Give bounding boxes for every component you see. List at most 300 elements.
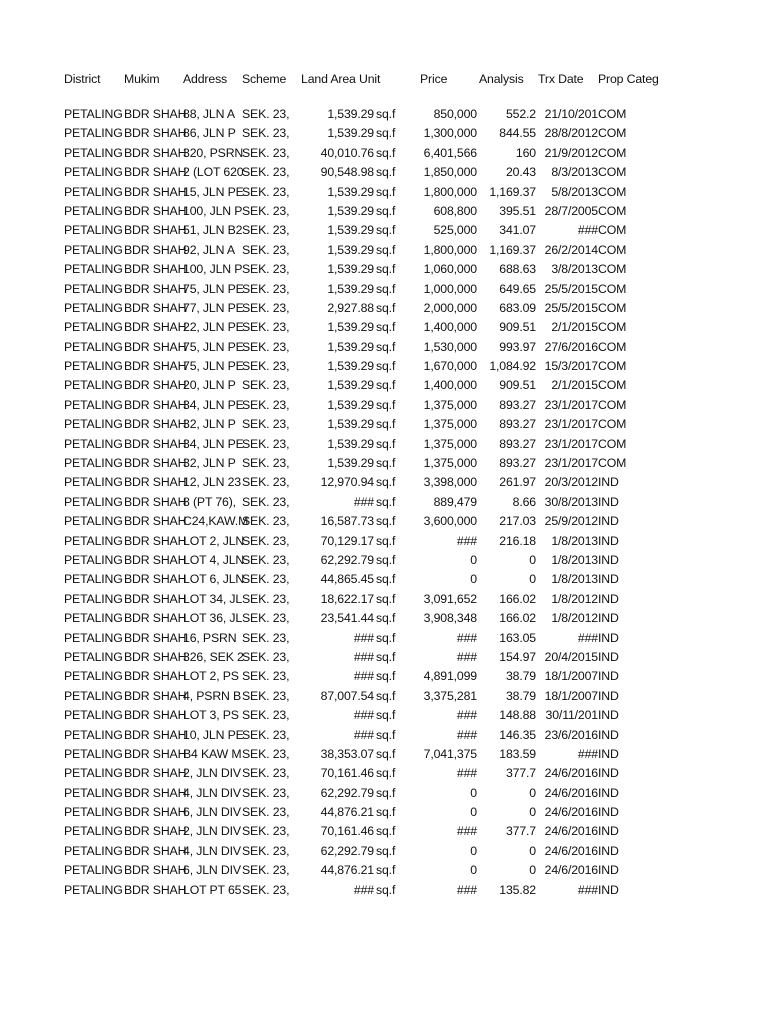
cell-trx-date: 24/6/2016 xyxy=(544,863,598,878)
cell-mukim: BDR SHAH xyxy=(124,572,187,587)
cell-address: 2, JLN DIV xyxy=(183,766,241,781)
cell-land-area: 2,927.88 xyxy=(327,300,374,315)
table-row xyxy=(64,435,658,454)
cell-mukim: BDR SHAH xyxy=(124,320,187,335)
cell-address: 32, JLN P xyxy=(183,456,236,471)
cell-prop-category: COM xyxy=(598,397,627,412)
cell-analysis: 649.65 xyxy=(499,281,536,296)
table-row xyxy=(64,726,658,745)
table-row xyxy=(64,241,658,260)
header-row xyxy=(64,70,658,89)
cell-scheme: SEK. 23, xyxy=(242,824,290,839)
cell-address: 20, JLN P xyxy=(183,378,236,393)
cell-price: 1,060,000 xyxy=(423,262,477,277)
cell-unit: sq.f xyxy=(376,494,396,509)
cell-district: PETALING xyxy=(64,475,123,490)
cell-address: 2 (LOT 620 xyxy=(183,165,244,180)
cell-address: 100, JLN P xyxy=(183,262,243,277)
cell-prop-category: IND xyxy=(598,746,619,761)
cell-trx-date: 3/8/2013 xyxy=(551,262,598,277)
cell-scheme: SEK. 23, xyxy=(242,669,290,684)
cell-price: 889,479 xyxy=(433,494,477,509)
cell-unit: sq.f xyxy=(376,203,396,218)
cell-prop-category: COM xyxy=(598,281,627,296)
cell-land-area: ### xyxy=(353,630,374,645)
cell-price: 1,400,000 xyxy=(423,320,477,335)
table-row xyxy=(64,590,658,609)
cell-mukim: BDR SHAH xyxy=(124,611,187,626)
cell-analysis: 166.02 xyxy=(499,611,536,626)
cell-scheme: SEK. 23, xyxy=(242,843,290,858)
cell-scheme: SEK. 23, xyxy=(242,417,290,432)
cell-unit: sq.f xyxy=(376,533,396,548)
table-row xyxy=(64,163,658,182)
cell-address: 34, JLN PE xyxy=(183,397,244,412)
table-row xyxy=(64,822,658,841)
cell-land-area: 62,292.79 xyxy=(320,785,374,800)
cell-analysis: 160 xyxy=(515,145,536,160)
cell-trx-date: 1/8/2012 xyxy=(551,611,598,626)
cell-unit: sq.f xyxy=(376,514,396,529)
cell-mukim: BDR SHAH xyxy=(124,591,187,606)
header-mukim: Mukim xyxy=(124,72,160,86)
cell-price: 1,850,000 xyxy=(423,165,477,180)
cell-land-area: 1,539.29 xyxy=(327,262,374,277)
table-row xyxy=(64,842,658,861)
cell-price: 3,091,652 xyxy=(423,591,477,606)
cell-scheme: SEK. 23, xyxy=(242,281,290,296)
cell-trx-date: 23/1/2017 xyxy=(544,436,598,451)
cell-trx-date: 1/8/2013 xyxy=(551,533,598,548)
cell-prop-category: IND xyxy=(598,649,619,664)
cell-unit: sq.f xyxy=(376,359,396,374)
cell-prop-category: COM xyxy=(598,456,627,471)
cell-mukim: BDR SHAH xyxy=(124,766,187,781)
cell-prop-category: IND xyxy=(598,805,619,820)
table-row xyxy=(64,338,658,357)
cell-unit: sq.f xyxy=(376,611,396,626)
cell-district: PETALING xyxy=(64,727,123,742)
cell-land-area: 44,865.45 xyxy=(320,572,374,587)
cell-prop-category: COM xyxy=(598,107,627,121)
cell-address: LOT 6, JLN xyxy=(183,572,245,587)
cell-mukim: BDR SHAH xyxy=(124,203,187,218)
cell-land-area: 1,539.29 xyxy=(327,339,374,354)
cell-prop-category: IND xyxy=(598,727,619,742)
cell-unit: sq.f xyxy=(376,378,396,393)
cell-land-area: 38,353.07 xyxy=(320,746,374,761)
cell-trx-date: 15/3/2017 xyxy=(544,359,598,374)
cell-analysis: 0 xyxy=(529,572,536,587)
cell-analysis: 0 xyxy=(529,863,536,878)
cell-trx-date: 21/9/2012 xyxy=(544,145,598,160)
cell-trx-date: 20/4/2015 xyxy=(544,649,598,664)
cell-mukim: BDR SHAH xyxy=(124,145,187,160)
cell-unit: sq.f xyxy=(376,805,396,820)
cell-mukim: BDR SHAH xyxy=(124,300,187,315)
table-row xyxy=(64,667,658,686)
table-row xyxy=(64,493,658,512)
table-row xyxy=(64,784,658,803)
cell-analysis: 0 xyxy=(529,805,536,820)
cell-prop-category: COM xyxy=(598,320,627,335)
cell-price: 608,800 xyxy=(433,203,477,218)
cell-land-area: 16,587.73 xyxy=(320,514,374,529)
header-district: District xyxy=(64,72,101,86)
cell-price: 1,530,000 xyxy=(423,339,477,354)
cell-price: 0 xyxy=(470,552,477,567)
cell-trx-date: 2/1/2015 xyxy=(551,320,598,335)
cell-scheme: SEK. 23, xyxy=(242,863,290,878)
cell-mukim: BDR SHAH xyxy=(124,669,187,684)
cell-land-area: ### xyxy=(353,708,374,723)
cell-mukim: BDR SHAH xyxy=(124,552,187,567)
cell-address: 86, JLN P xyxy=(183,126,236,141)
cell-analysis: 909.51 xyxy=(499,320,536,335)
cell-district: PETALING xyxy=(64,320,123,335)
table-row xyxy=(64,648,658,667)
cell-mukim: BDR SHAH xyxy=(124,378,187,393)
cell-mukim: BDR SHAH xyxy=(124,514,187,529)
cell-price: 525,000 xyxy=(433,223,477,238)
cell-district: PETALING xyxy=(64,514,123,529)
table-row xyxy=(64,570,658,589)
cell-land-area: 70,161.46 xyxy=(320,766,374,781)
cell-price: ### xyxy=(456,766,477,781)
cell-land-area: 62,292.79 xyxy=(320,552,374,567)
table-row xyxy=(64,260,658,279)
table-row xyxy=(64,861,658,880)
cell-land-area: 1,539.29 xyxy=(327,397,374,412)
cell-address: 10, JLN PE xyxy=(183,727,244,742)
cell-scheme: SEK. 23, xyxy=(242,630,290,645)
cell-analysis: 0 xyxy=(529,552,536,567)
header-address: Address xyxy=(183,72,228,86)
cell-prop-category: COM xyxy=(598,242,627,257)
cell-scheme: SEK. 23, xyxy=(242,203,290,218)
cell-price: 0 xyxy=(470,863,477,878)
cell-scheme: SEK. 23, xyxy=(242,475,290,490)
cell-district: PETALING xyxy=(64,300,123,315)
cell-district: PETALING xyxy=(64,611,123,626)
cell-scheme: SEK. 23, xyxy=(242,572,290,587)
cell-analysis: 261.97 xyxy=(499,475,536,490)
cell-address: 326, SEK 2 xyxy=(183,649,244,664)
cell-district: PETALING xyxy=(64,397,123,412)
cell-district: PETALING xyxy=(64,436,123,451)
cell-district: PETALING xyxy=(64,863,123,878)
cell-address: 4, JLN DIV xyxy=(183,785,241,800)
table-row xyxy=(64,706,658,725)
table-row xyxy=(64,221,658,240)
cell-analysis: 20.43 xyxy=(505,165,536,180)
cell-unit: sq.f xyxy=(376,300,396,315)
cell-scheme: SEK. 23, xyxy=(242,378,290,393)
cell-district: PETALING xyxy=(64,766,123,781)
cell-analysis: 909.51 xyxy=(499,378,536,393)
cell-address: 51, JLN B2 xyxy=(183,223,243,238)
table-row xyxy=(64,512,658,531)
cell-trx-date: 24/6/2016 xyxy=(544,766,598,781)
cell-prop-category: COM xyxy=(598,378,627,393)
cell-mukim: BDR SHAH xyxy=(124,359,187,374)
table-row xyxy=(64,532,658,551)
cell-mukim: BDR SHAH xyxy=(124,843,187,858)
cell-unit: sq.f xyxy=(376,766,396,781)
cell-prop-category: COM xyxy=(598,436,627,451)
cell-mukim: BDR SHAH xyxy=(124,456,187,471)
cell-prop-category: IND xyxy=(598,591,619,606)
cell-address: 100, JLN P xyxy=(183,203,243,218)
cell-analysis: 0 xyxy=(529,843,536,858)
cell-analysis: 844.55 xyxy=(499,126,536,141)
cell-address: C24,KAW.M xyxy=(183,514,249,529)
cell-mukim: BDR SHAH xyxy=(124,397,187,412)
cell-trx-date: 2/1/2015 xyxy=(551,378,598,393)
cell-scheme: SEK. 23, xyxy=(242,107,290,121)
cell-mukim: BDR SHAH xyxy=(124,339,187,354)
table-row xyxy=(64,183,658,202)
cell-address: 16, PSRN xyxy=(183,630,237,645)
cell-address: 75, JLN PE xyxy=(183,339,244,354)
cell-price: 1,000,000 xyxy=(423,281,477,296)
cell-address: 320, PSRN xyxy=(183,145,244,160)
cell-mukim: BDR SHAH xyxy=(124,533,187,548)
cell-prop-category: COM xyxy=(598,223,627,238)
cell-trx-date: 1/8/2013 xyxy=(551,552,598,567)
cell-mukim: BDR SHAH xyxy=(124,242,187,257)
cell-address: LOT 2, JLN xyxy=(183,533,245,548)
cell-unit: sq.f xyxy=(376,184,396,199)
cell-price: 1,300,000 xyxy=(423,126,477,141)
cell-unit: sq.f xyxy=(376,708,396,723)
cell-address: 22, JLN PE xyxy=(183,320,244,335)
cell-analysis: 38.79 xyxy=(505,669,536,684)
cell-price: 1,800,000 xyxy=(423,184,477,199)
table-row xyxy=(64,803,658,822)
cell-district: PETALING xyxy=(64,203,123,218)
cell-land-area: 1,539.29 xyxy=(327,378,374,393)
cell-scheme: SEK. 23, xyxy=(242,805,290,820)
cell-analysis: 135.82 xyxy=(499,882,536,897)
cell-analysis: 893.27 xyxy=(499,397,536,412)
cell-scheme: SEK. 23, xyxy=(242,165,290,180)
cell-district: PETALING xyxy=(64,281,123,296)
cell-prop-category: IND xyxy=(598,785,619,800)
cell-unit: sq.f xyxy=(376,552,396,567)
cell-mukim: BDR SHAH xyxy=(124,863,187,878)
cell-mukim: BDR SHAH xyxy=(124,281,187,296)
cell-unit: sq.f xyxy=(376,669,396,684)
spreadsheet xyxy=(64,70,658,900)
cell-land-area: 18,622.17 xyxy=(320,591,374,606)
cell-scheme: SEK. 23, xyxy=(242,223,290,238)
cell-unit: sq.f xyxy=(376,572,396,587)
cell-analysis: 217.03 xyxy=(499,514,536,529)
cell-address: 12, JLN 23 xyxy=(183,475,241,490)
table-row xyxy=(64,396,658,415)
cell-trx-date: ### xyxy=(577,630,598,645)
cell-address: 77, JLN PE xyxy=(183,300,244,315)
cell-analysis: 38.79 xyxy=(505,688,536,703)
cell-land-area: 1,539.29 xyxy=(327,203,374,218)
cell-scheme: SEK. 23, xyxy=(242,242,290,257)
cell-price: ### xyxy=(456,708,477,723)
cell-mukim: BDR SHAH xyxy=(124,746,187,761)
table-row xyxy=(64,318,658,337)
table-row xyxy=(64,105,658,124)
cell-trx-date: ### xyxy=(577,223,598,238)
cell-trx-date: ### xyxy=(577,746,598,761)
cell-unit: sq.f xyxy=(376,746,396,761)
table-row xyxy=(64,280,658,299)
cell-analysis: 1,169.37 xyxy=(489,242,536,257)
cell-land-area: 12,970.94 xyxy=(320,475,374,490)
cell-mukim: BDR SHAH xyxy=(124,223,187,238)
cell-price: 0 xyxy=(470,785,477,800)
cell-scheme: SEK. 23, xyxy=(242,126,290,141)
cell-trx-date: 18/1/2007 xyxy=(544,688,598,703)
cell-unit: sq.f xyxy=(376,320,396,335)
cell-address: 8 (PT 76), xyxy=(183,494,236,509)
cell-trx-date: 24/6/2016 xyxy=(544,824,598,839)
cell-price: 3,908,348 xyxy=(423,611,477,626)
cell-price: 6,401,566 xyxy=(423,145,477,160)
cell-prop-category: COM xyxy=(598,184,627,199)
table-row xyxy=(64,202,658,221)
cell-unit: sq.f xyxy=(376,688,396,703)
cell-address: LOT 3, PS xyxy=(183,708,239,723)
cell-trx-date: 25/9/2012 xyxy=(544,514,598,529)
table-row xyxy=(64,357,658,376)
cell-analysis: 377.7 xyxy=(505,824,536,839)
cell-address: LOT 2, PS xyxy=(183,669,239,684)
table-row xyxy=(64,473,658,492)
cell-prop-category: IND xyxy=(598,882,619,897)
cell-trx-date: ### xyxy=(577,882,598,897)
header-analysis: Analysis xyxy=(479,72,524,86)
cell-address: 75, JLN PE xyxy=(183,281,244,296)
cell-district: PETALING xyxy=(64,223,123,238)
cell-prop-category: IND xyxy=(598,843,619,858)
cell-unit: sq.f xyxy=(376,262,396,277)
cell-district: PETALING xyxy=(64,165,123,180)
cell-price: ### xyxy=(456,882,477,897)
header-scheme: Scheme xyxy=(242,72,287,86)
cell-price: 0 xyxy=(470,805,477,820)
cell-unit: sq.f xyxy=(376,145,396,160)
cell-unit: sq.f xyxy=(376,727,396,742)
cell-address: 2, JLN DIV xyxy=(183,824,241,839)
cell-address: 34, JLN PE xyxy=(183,436,244,451)
cell-land-area: 1,539.29 xyxy=(327,126,374,141)
cell-unit: sq.f xyxy=(376,242,396,257)
cell-scheme: SEK. 23, xyxy=(242,708,290,723)
cell-analysis: 993.97 xyxy=(499,339,536,354)
table-row xyxy=(64,144,658,163)
cell-scheme: SEK. 23, xyxy=(242,359,290,374)
cell-price: 1,800,000 xyxy=(423,242,477,257)
cell-district: PETALING xyxy=(64,785,123,800)
cell-trx-date: 8/3/2013 xyxy=(551,165,598,180)
cell-unit: sq.f xyxy=(376,456,396,471)
cell-unit: sq.f xyxy=(376,281,396,296)
cell-prop-category: IND xyxy=(598,688,619,703)
cell-address: LOT 34, JL xyxy=(183,591,243,606)
table-row xyxy=(64,299,658,318)
cell-unit: sq.f xyxy=(376,107,396,121)
cell-price: 3,600,000 xyxy=(423,514,477,529)
cell-land-area: 1,539.29 xyxy=(327,281,374,296)
cell-price: ### xyxy=(456,630,477,645)
cell-prop-category: IND xyxy=(598,475,619,490)
cell-mukim: BDR SHAH xyxy=(124,262,187,277)
cell-land-area: ### xyxy=(353,727,374,742)
cell-prop-category: IND xyxy=(598,572,619,587)
table-row xyxy=(64,629,658,648)
cell-trx-date: 20/3/2012 xyxy=(544,475,598,490)
cell-scheme: SEK. 23, xyxy=(242,456,290,471)
cell-price: ### xyxy=(456,533,477,548)
cell-district: PETALING xyxy=(64,378,123,393)
cell-address: 4, PSRN B xyxy=(183,688,242,703)
cell-price: 1,400,000 xyxy=(423,378,477,393)
cell-land-area: ### xyxy=(353,882,374,897)
cell-prop-category: IND xyxy=(598,514,619,529)
cell-price: 850,000 xyxy=(433,107,477,121)
cell-prop-category: IND xyxy=(598,552,619,567)
cell-prop-category: IND xyxy=(598,533,619,548)
cell-unit: sq.f xyxy=(376,785,396,800)
cell-address: 6, JLN DIV xyxy=(183,863,241,878)
cell-district: PETALING xyxy=(64,805,123,820)
cell-unit: sq.f xyxy=(376,649,396,664)
cell-analysis: 683.09 xyxy=(499,300,536,315)
cell-price: 1,375,000 xyxy=(423,436,477,451)
cell-land-area: 70,129.17 xyxy=(320,533,374,548)
cell-unit: sq.f xyxy=(376,436,396,451)
cell-mukim: BDR SHAH xyxy=(124,165,187,180)
cell-district: PETALING xyxy=(64,145,123,160)
cell-scheme: SEK. 23, xyxy=(242,184,290,199)
cell-trx-date: 30/11/201 xyxy=(545,708,598,723)
cell-land-area: 40,010.76 xyxy=(320,145,374,160)
cell-prop-category: IND xyxy=(598,611,619,626)
cell-land-area: 1,539.29 xyxy=(327,107,374,121)
cell-mukim: BDR SHAH xyxy=(124,417,187,432)
cell-land-area: 1,539.29 xyxy=(327,417,374,432)
cell-analysis: 552.2 xyxy=(505,107,536,121)
cell-scheme: SEK. 23, xyxy=(242,611,290,626)
cell-prop-category: COM xyxy=(598,339,627,354)
cell-prop-category: IND xyxy=(598,708,619,723)
cell-district: PETALING xyxy=(64,843,123,858)
cell-unit: sq.f xyxy=(376,223,396,238)
cell-mukim: BDR SHAH xyxy=(124,475,187,490)
cell-district: PETALING xyxy=(64,184,123,199)
cell-price: 4,891,099 xyxy=(423,669,477,684)
cell-unit: sq.f xyxy=(376,591,396,606)
cell-prop-category: IND xyxy=(598,824,619,839)
cell-analysis: 1,169.37 xyxy=(489,184,536,199)
cell-price: 1,375,000 xyxy=(423,397,477,412)
table-row xyxy=(64,609,658,628)
cell-district: PETALING xyxy=(64,339,123,354)
cell-land-area: 44,876.21 xyxy=(320,805,374,820)
table-row xyxy=(64,881,658,900)
cell-scheme: SEK. 23, xyxy=(242,514,290,529)
table-row xyxy=(64,124,658,143)
